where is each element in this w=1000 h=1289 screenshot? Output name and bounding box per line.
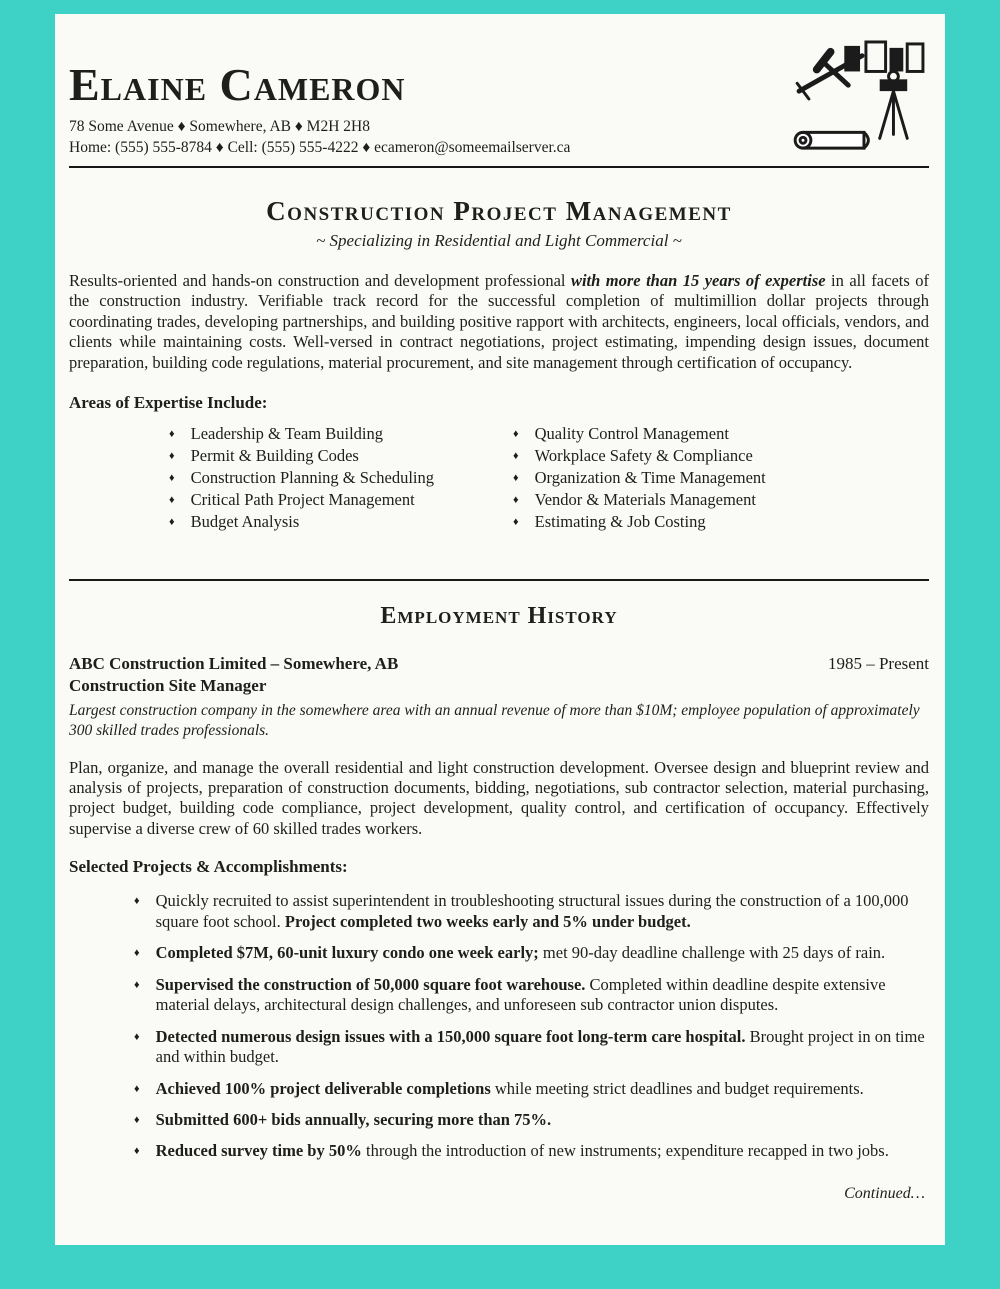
diamond-bullet-icon: ♦ xyxy=(134,1145,140,1158)
accomplishment-text xyxy=(156,1079,864,1099)
accomplishment-text xyxy=(156,1027,929,1068)
accomplishment-bold: Detected numerous design issues with a 150,000 square foot long-term care hospital. xyxy=(155,1026,746,1046)
accomplishment-text xyxy=(156,891,929,932)
diamond-bullet-icon: ♦ xyxy=(134,1113,140,1126)
expertise-heading: Areas of Expertise Include: xyxy=(69,393,268,413)
role-summary: Plan, organize, and manage the overall residential and light construction development. Oversee design and blueprint review and analysis of projects, preparation of construction documents, bidding, negotiations, sub contractor selection, material purchasing, project budget, building code compliance, project development, quality control, and certification of occupancy. Effectively supervise a diverse crew of 60 skilled trades workers. xyxy=(69,757,929,838)
summary-pre: Results-oriented and hands-on construction and development professional xyxy=(69,271,571,290)
candidate-name: Elaine Cameron xyxy=(69,59,406,110)
expertise-item xyxy=(169,511,509,533)
expertise-label: Estimating & Job Costing xyxy=(534,512,706,532)
employment-dates: 1985 – Present xyxy=(827,654,929,674)
diamond-bullet-icon: ♦ xyxy=(513,428,519,441)
accomplishment-text xyxy=(156,1110,552,1130)
expertise-label: Leadership & Team Building xyxy=(190,424,384,444)
header-divider xyxy=(69,166,929,168)
expertise-item xyxy=(513,445,766,467)
accomplishment-post: Completed within deadline despite extensive material delays, architectural design challenges, and unforeseen sub contractor union disputes. xyxy=(155,974,886,1015)
diamond-bullet-icon: ♦ xyxy=(169,450,175,463)
expertise-label: Budget Analysis xyxy=(190,512,300,532)
expertise-label: Permit & Building Codes xyxy=(190,446,359,466)
diamond-bullet-icon: ♦ xyxy=(134,947,140,960)
accomplishment-item xyxy=(134,943,929,963)
job-title: Construction Site Manager xyxy=(69,676,267,696)
accomplishment-item xyxy=(134,975,929,1016)
diamond-bullet-icon: ♦ xyxy=(134,1030,140,1043)
accomplishment-item xyxy=(134,1079,929,1099)
accomplishment-pre: Quickly recruited to assist superintendent in troubleshooting structural issues during the construction of a 100,000 square foot school. xyxy=(155,891,909,931)
diamond-bullet-icon: ♦ xyxy=(513,450,519,463)
accomplishment-bold: Achieved 100% project deliverable completions xyxy=(155,1078,491,1098)
accomplishment-item xyxy=(134,891,929,932)
expertise-label: Workplace Safety & Compliance xyxy=(534,446,753,466)
company-description: Largest construction company in the somewhere area with an annual revenue of more than $10M; employee population of approximately 300 skilled trades professionals. xyxy=(69,702,920,740)
company-row xyxy=(69,654,929,674)
accomplishments-heading: Selected Projects & Accomplishments: xyxy=(69,857,348,877)
diamond-bullet-icon: ♦ xyxy=(169,472,175,485)
summary-paragraph xyxy=(69,271,929,373)
expertise-label: Quality Control Management xyxy=(534,424,729,444)
construction-tools-clipart-icon xyxy=(793,40,931,156)
expertise-item xyxy=(169,423,509,445)
expertise-label: Organization & Time Management xyxy=(534,468,766,488)
title-block xyxy=(69,196,929,251)
expertise-item xyxy=(169,445,509,467)
accomplishment-post: while meeting strict deadlines and budget requirements. xyxy=(490,1078,864,1098)
accomplishment-item xyxy=(134,1141,929,1161)
accomplishment-bold: Reduced survey time by 50% xyxy=(155,1141,362,1161)
diamond-bullet-icon: ♦ xyxy=(134,895,140,908)
diamond-bullet-icon: ♦ xyxy=(169,428,175,441)
diamond-bullet-icon: ♦ xyxy=(513,516,519,529)
accomplishment-item xyxy=(134,1027,929,1068)
resume-page xyxy=(55,14,945,1245)
accomplishment-item xyxy=(134,1110,929,1130)
expertise-columns xyxy=(69,423,929,533)
accomplishment-bold: Supervised the construction of 50,000 square foot warehouse. xyxy=(155,974,586,994)
document-subtitle: ~ Specializing in Residential and Light Commercial ~ xyxy=(316,231,682,250)
expertise-label: Critical Path Project Management xyxy=(190,490,415,510)
diamond-bullet-icon: ♦ xyxy=(513,472,519,485)
diamond-bullet-icon: ♦ xyxy=(169,494,175,507)
accomplishment-text xyxy=(156,975,929,1016)
section-divider xyxy=(69,579,929,581)
diamond-bullet-icon: ♦ xyxy=(134,978,140,991)
document-title: Construction Project Management xyxy=(266,196,732,226)
diamond-bullet-icon: ♦ xyxy=(134,1082,140,1095)
summary-highlight: with more than 15 years of expertise xyxy=(570,271,826,290)
expertise-item xyxy=(513,467,766,489)
diamond-bullet-icon: ♦ xyxy=(513,494,519,507)
contact-line: Home: (555) 555-8784 ♦ Cell: (555) 555-4222 ♦ ecameron@someemailserver.ca xyxy=(69,139,571,156)
accomplishment-text xyxy=(156,1141,889,1161)
continued-label: Continued… xyxy=(844,1185,925,1202)
expertise-column-right xyxy=(513,423,766,533)
accomplishment-text xyxy=(156,943,886,963)
accomplishment-bold: Project completed two weeks early and 5% under budget. xyxy=(284,911,691,931)
expertise-item xyxy=(169,467,509,489)
employment-history-title: Employment History xyxy=(380,603,618,630)
diamond-bullet-icon: ♦ xyxy=(169,516,175,529)
accomplishment-post: through the introduction of new instruments; expenditure recapped in two jobs. xyxy=(361,1141,889,1161)
expertise-label: Vendor & Materials Management xyxy=(534,490,756,510)
address-line: 78 Some Avenue ♦ Somewhere, AB ♦ M2H 2H8 xyxy=(69,118,370,135)
company-name: ABC Construction Limited – Somewhere, AB xyxy=(69,654,399,674)
summary-post: in all facets of the construction industry. Verifiable track record for the successful completion of multimillion dollar projects through coordinating trades, developing partnerships, and building positive rapport with architects, engineers, local officials, vendors, and clients while maintaining costs. Well-versed in contract negotiations, project estimating, impending design issues, document preparation, building code regulations, material procurement, and site management through certification of occupancy. xyxy=(69,271,929,372)
accomplishment-bold: Completed $7M, 60-unit luxury condo one week early; xyxy=(155,943,539,963)
expertise-label: Construction Planning & Scheduling xyxy=(190,468,434,488)
expertise-item xyxy=(513,511,766,533)
expertise-item xyxy=(169,489,509,511)
accomplishments-list xyxy=(69,891,929,1162)
accomplishment-post: Brought project in on time and within budget. xyxy=(155,1026,925,1067)
accomplishment-post: met 90-day deadline challenge with 25 days of rain. xyxy=(538,943,886,963)
accomplishment-bold: Submitted 600+ bids annually, securing more than 75%. xyxy=(155,1109,552,1129)
expertise-item xyxy=(513,423,766,445)
expertise-item xyxy=(513,489,766,511)
expertise-column-left xyxy=(169,423,509,533)
